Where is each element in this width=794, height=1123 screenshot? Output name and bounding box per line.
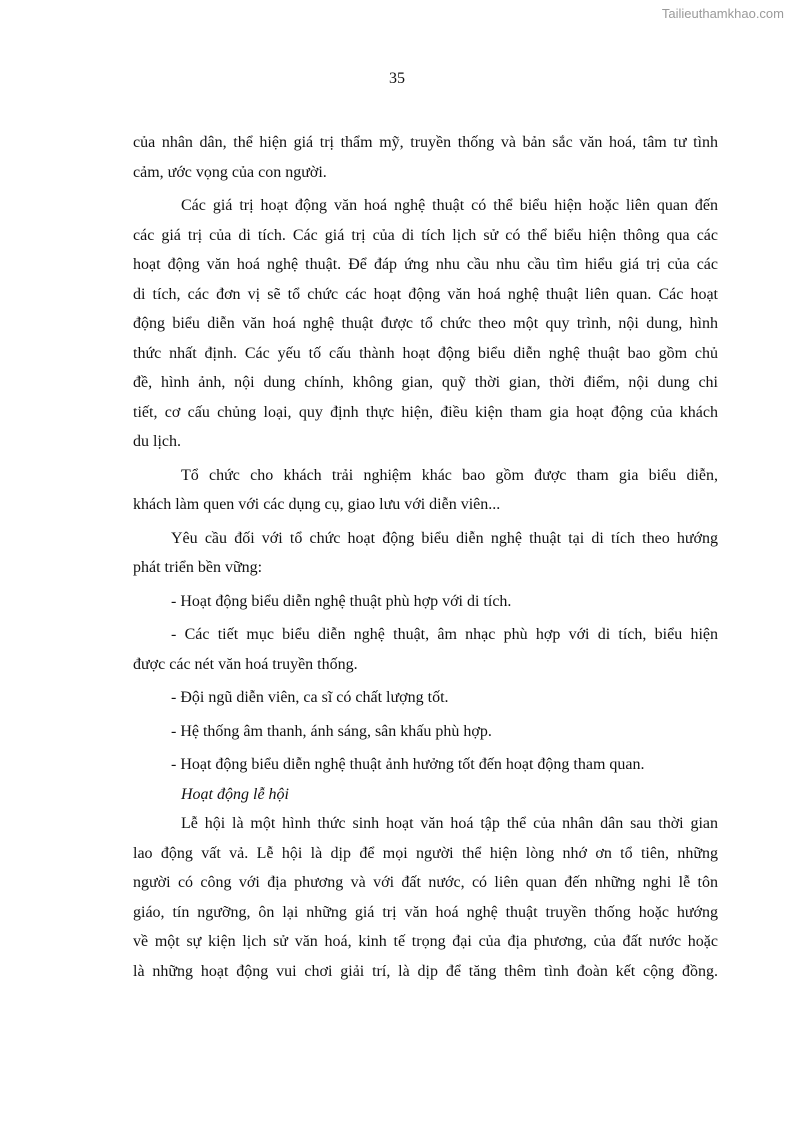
text-line: phát triển bền vững: [133,559,263,576]
bullet-item: - Hệ thống âm thanh, ánh sáng, sân khấu phù hợp. [171,722,492,740]
text-line: du lịch. [133,433,181,450]
text-line: động biểu diễn văn hoá nghệ thuật được tổ chức theo một quy trình, nội dung, hình [133,315,718,332]
bullet-item: - Hoạt động biểu diễn nghệ thuật phù hợp với di tích. [171,592,512,610]
text-line: Yêu cầu đối với tổ chức hoạt động biểu diễn nghệ thuật tại di tích theo hướng [171,529,718,547]
text-line: Các giá trị hoạt động văn hoá nghệ thuật có thể biểu hiện hoặc liên quan đến [181,197,718,214]
text-line: khách làm quen với các dụng cụ, giao lưu với diễn viên... [133,496,501,513]
watermark-text: Tailieuthamkhao.com [661,6,784,21]
bullet-item: - Các tiết mục biểu diễn nghệ thuật, âm nhạc phù hợp với di tích, biểu hiện [171,626,718,643]
text-line: Lễ hội là một hình thức sinh hoạt văn hoá tập thể của nhân dân sau thời gian [181,815,718,832]
text-line: đề, hình ảnh, nội dung chính, không gian, quỹ thời gian, thời điểm, nội dung chi [133,374,718,391]
text-line: được các nét văn hoá truyền thống. [133,655,358,673]
section-heading: Hoạt động lễ hội [181,785,289,803]
text-line: về một sự kiện lịch sử văn hoá, kinh tế trọng đại của địa phương, của đất nước hoặc [133,933,718,950]
text-line: của nhân dân, thể hiện giá trị thẩm mỹ, truyền thống và bản sắc văn hoá, tâm tư tình [133,134,718,151]
text-line: thức nhất định. Các yếu tố cấu thành hoạt động biểu diễn nghệ thuật bao gồm chủ [133,344,718,362]
text-line: lao động vất vả. Lễ hội là dịp để mọi người thể hiện lòng nhớ ơn tổ tiên, những [133,844,718,862]
bullet-item: - Đội ngũ diễn viên, ca sĩ có chất lượng tốt. [171,689,449,706]
text-line: tiết, cơ cấu chủng loại, quy định thực hiện, điều kiện tham gia hoạt động của khách [133,403,718,421]
text-line: di tích, các đơn vị sẽ tổ chức các hoạt động văn hoá nghệ thuật liên quan. Các hoạt [133,285,718,303]
page-number: 35 [389,70,405,87]
text-line: Tổ chức cho khách trải nghiệm khác bao gồm được tham gia biểu diễn, [181,466,718,484]
text-line: các giá trị của di tích. Các giá trị của di tích lịch sử có thể biểu hiện thông qua các [133,226,718,244]
document-body [133,128,718,986]
text-line: cảm, ước vọng của con người. [133,163,327,181]
text-line: người có công với địa phương và với đất nước, có liên quan đến những nghi lễ tôn [133,874,718,891]
text-line: giáo, tín ngưỡng, ôn lại những giá trị văn hoá nghệ thuật truyền thống hoặc hướng [133,903,718,921]
bullet-item: - Hoạt động biểu diễn nghệ thuật ảnh hưởng tốt đến hoạt động tham quan. [171,756,645,773]
text-line: là những hoạt động vui chơi giải trí, là dịp để tăng thêm tình đoàn kết cộng đồng. [133,962,718,980]
text-line: hoạt động văn hoá nghệ thuật. Để đáp ứng nhu cầu nhu cầu tìm hiểu giá trị của các [133,256,718,273]
